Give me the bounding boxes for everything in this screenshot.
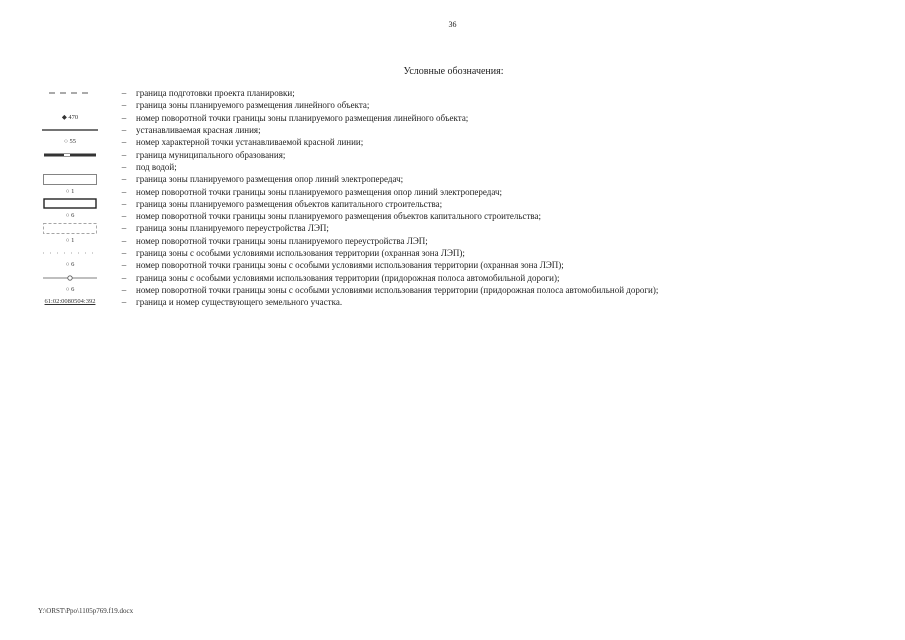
legend-row: ○ 6 – номер поворотной точки границы зоны планируемого размещения объектов капитального строительства; [38,210,858,222]
power-line-zone-icon [38,173,102,185]
legend-row: – граница зоны с особыми условиями использования территории (охранная зона ЛЭП); [38,247,858,259]
legend-text: номер поворотной точки границы зоны планируемого размещения объектов капитального строительства; [136,211,542,222]
legend-row: ○ 1 – номер поворотной точки границы зоны планируемого переустройства ЛЭП; [38,235,858,247]
legend-text: граница зоны планируемого размещения линейного объекта; [136,100,370,111]
legend-row: – граница муниципального образования; [38,148,858,160]
legend-title: Условные обозначения: [403,66,504,77]
rebuild-point-icon: ○ 1 [65,236,75,244]
legend-text: граница и номер существующего земельного участка. [136,297,343,308]
legend-text: граница зоны планируемого размещения опор линий электропередач; [136,174,404,185]
capital-zone-icon [38,198,102,210]
cadastral-icon: 61:02:0080504:392 [44,298,96,306]
legend-row: – граница зоны планируемого переустройства ЛЭП; [38,222,858,234]
power-line-point-icon: ○ 1 [65,187,75,195]
legend-row: ○ 6 – номер поворотной точки границы зоны с особыми условиями использования территории (придорожная полоса автомобильной дороги); [38,284,858,296]
legend-list [38,87,858,308]
footer-path: Y:\ORST\Ppo\1105p769.f19.docx [38,607,134,615]
legend-row: – граница зоны планируемого размещения опор линий электропередач; [38,173,858,185]
legend-text: номер поворотной точки границы зоны планируемого размещения опор линий электропередач; [136,186,503,197]
legend-text: граница подготовки проекта планировки; [136,88,295,99]
empty-icon [38,161,102,173]
red-line-icon [38,124,102,136]
red-line-point-icon: ○ 55 [63,138,77,146]
capital-point-icon: ○ 6 [65,212,75,220]
legend-row: – под водой; [38,161,858,173]
legend-text: номер характерной точки устанавливаемой красной линии; [136,137,364,148]
legend-text: граница зоны планируемого переустройства ЛЭП; [136,223,329,234]
dashed-line-icon [38,87,102,99]
legend-row: – устанавливаемая красная линия; [38,124,858,136]
legend-text: граница зоны с особыми условиями использования территории (охранная зона ЛЭП); [136,248,465,258]
protect-point-icon: ○ 6 [65,261,75,269]
legend-row: ○ 6 – номер поворотной точки границы зоны с особыми условиями использования территории (охранная зона ЛЭП); [38,259,858,271]
rebuild-zone-icon [38,222,102,234]
municipal-border-icon [38,149,102,161]
point-number-icon: ◆ 470 [61,113,79,121]
empty-icon [38,99,102,111]
legend-row: ○ 1 – номер поворотной точки границы зоны планируемого размещения опор линий электропередач; [38,185,858,197]
page-number: 36 [448,20,457,29]
legend-text: граница муниципального образования; [136,149,286,160]
legend-text: номер поворотной точки границы зоны с особыми условиями использования территории (придорожная полоса автомобильной дороги); [136,284,659,295]
road-zone-icon [38,272,102,284]
legend-text: граница зоны с особыми условиями использования территории (придорожная полоса автомобильной дороги); [136,272,560,283]
legend-text: граница зоны планируемого размещения объектов капитального строительства; [136,198,443,209]
legend-row: ◆ 470 – номер поворотной точки границы зоны планируемого размещения линейного объекта; [38,112,858,124]
legend-row: 61:02:0080504:392 – граница и номер существующего земельного участка. [38,296,858,308]
legend-row: ○ 55 – номер характерной точки устанавливаемой красной линии; [38,136,858,148]
legend-text: номер поворотной точки границы зоны планируемого переустройства ЛЭП; [136,235,428,246]
legend-text: под водой; [136,161,177,172]
legend-text: номер поворотной точки границы зоны с особыми условиями использования территории (охранная зона ЛЭП); [136,260,564,271]
legend-row: – граница зоны с особыми условиями использования территории (придорожная полоса автомобильной дороги); [38,271,858,283]
legend-row: – граница зоны планируемого размещения линейного объекта; [38,99,858,111]
road-point-icon: ○ 6 [65,285,75,293]
legend-row: – граница подготовки проекта планировки; [38,87,858,99]
legend-text: номер поворотной точки границы зоны планируемого размещения линейного объекта; [136,112,469,123]
legend-row: – граница зоны планируемого размещения объектов капитального строительства; [38,198,858,210]
legend-text: устанавливаемая красная линия; [136,125,261,136]
dotted-zone-icon [38,247,102,259]
